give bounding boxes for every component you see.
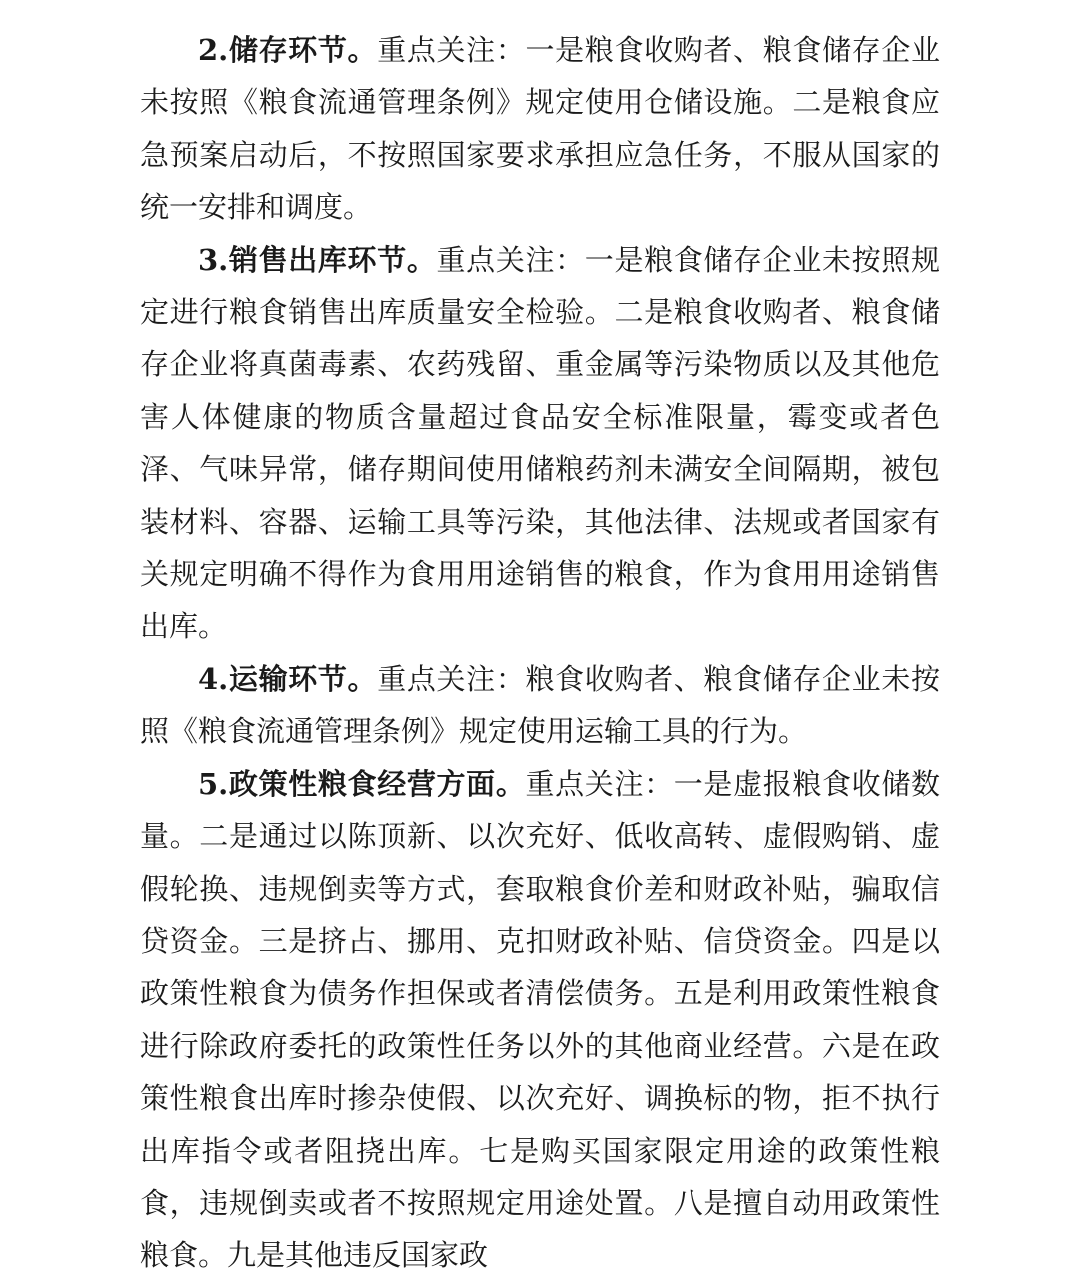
paragraph-storage	[140, 24, 940, 234]
paragraph-transport	[140, 653, 940, 758]
section-body: 重点关注：一是粮食收购者、粮食储存企业未按照《粮食流通管理条例》规定使用仓储设施。二是粮食应急预案启动后，不按照国家要求承担应急任务，不服从国家的统一安排和调度。	[140, 33, 940, 225]
section-heading: 5.政策性粮食经营方面。	[198, 766, 526, 801]
section-body: 重点关注：一是虚报粮食收储数量。二是通过以陈顶新、以次充好、低收高转、虚假购销、虚假轮换、违规倒卖等方式，套取粮食价差和财政补贴，骗取信贷资金。三是挤占、挪用、克扣财政补贴、信贷资金。四是以政策性粮食为债务作担保或者清偿债务。五是利用政策性粮食进行除政府委托的政策性任务以外的其他商业经营。六是在政策性粮食出库时掺杂使假、以次充好、调换标的物，拒不执行出库指令或者阻挠出库。七是购买国家限定用途的政策性粮食，违规倒卖或者不按照规定用途处置。八是擅自动用政策性粮食。九是其他违反国家政	[140, 766, 940, 1273]
document-page	[140, 24, 940, 1282]
section-heading: 2.储存环节。	[198, 33, 378, 67]
section-heading: 4.运输环节。	[198, 661, 378, 696]
section-body: 重点关注：粮食收购者、粮食储存企业未按照《粮食流通管理条例》规定使用运输工具的行为。	[140, 661, 940, 749]
paragraph-policy-grain	[140, 758, 940, 1282]
section-heading: 3.销售出库环节。	[198, 242, 437, 277]
section-body: 重点关注：一是粮食储存企业未按照规定进行粮食销售出库质量安全检验。二是粮食收购者、粮食储存企业将真菌毒素、农药残留、重金属等污染物质以及其他危害人体健康的物质含量超过食品安全标准限量，霉变或者色泽、气味异常，储存期间使用储粮药剂未满安全间隔期，被包装材料、容器、运输工具等污染，其他法律、法规或者国家有关规定明确不得作为食用用途销售的粮食，作为食用用途销售出库。	[140, 242, 940, 644]
paragraph-sales-outbound	[140, 234, 940, 653]
